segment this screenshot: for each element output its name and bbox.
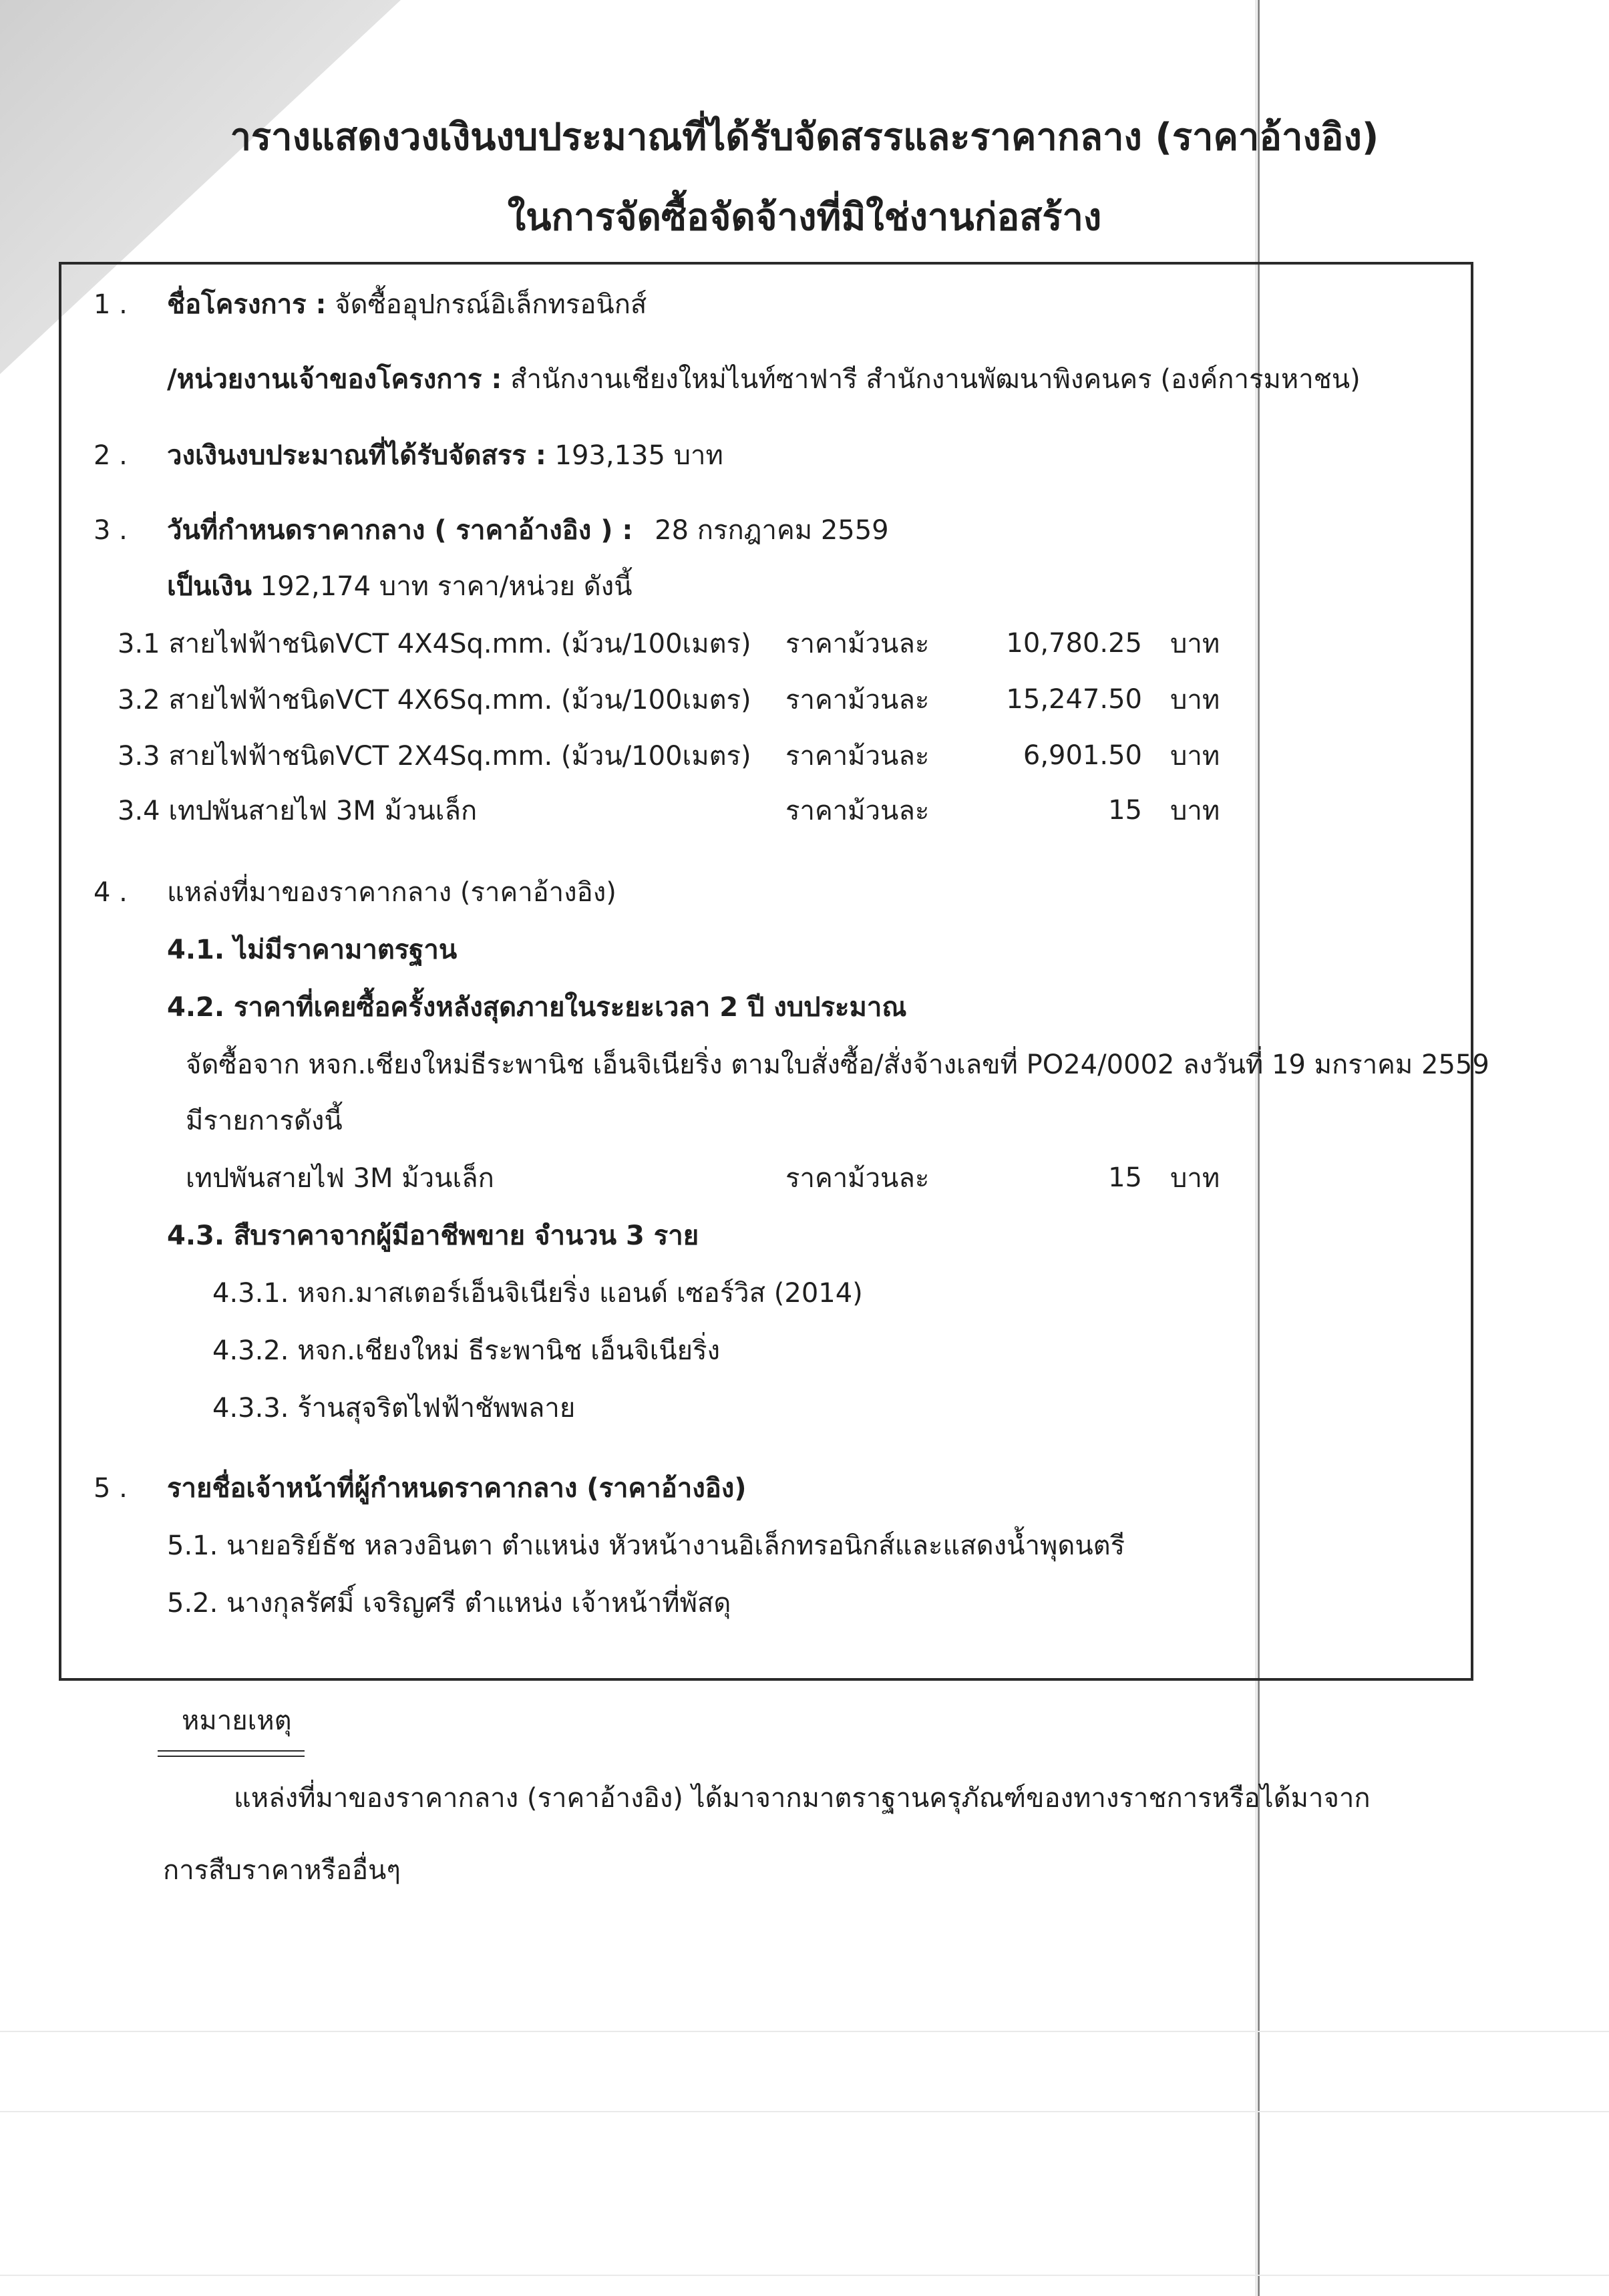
price-item-unit: บาท bbox=[1170, 685, 1220, 715]
section-2-number: 2 . bbox=[94, 440, 128, 471]
price-item-label: ราคาม้วนละ bbox=[785, 796, 930, 826]
amount-label: เป็นเงิน bbox=[167, 571, 252, 602]
vendor-item: 4.3.1. หจก.มาสเตอร์เอ็นจิเนียริ่ง แอนด์ เซอร์วิส (2014) bbox=[212, 1278, 863, 1309]
owner-unit-value: สำนักงานเชียงใหม่ไนท์ซาฟารี สำนักงานพัฒนาพิงคนคร (องค์การมหาชน) bbox=[510, 364, 1361, 395]
note-title-underline bbox=[158, 1756, 305, 1757]
section-1-unit-line bbox=[167, 363, 1361, 395]
section-4-heading: แหล่งที่มาของราคากลาง (ราคาอ้างอิง) bbox=[167, 877, 616, 908]
section-1-number: 1 . bbox=[94, 289, 128, 320]
price-item-label: ราคาม้วนละ bbox=[785, 685, 930, 715]
note-title: หมายเหตุ bbox=[182, 1705, 292, 1736]
section-3-line bbox=[167, 514, 889, 546]
section-4-2-detail-2: มีรายการดังนี้ bbox=[186, 1106, 343, 1136]
section-2-line bbox=[167, 440, 723, 472]
vendor-item: 4.3.2. หจก.เชียงใหม่ ธีระพานิช เอ็นจิเนียริ่ง bbox=[212, 1335, 721, 1366]
price-item-unit: บาท bbox=[1170, 796, 1220, 826]
section-4-2-item-label: ราคาม้วนละ bbox=[785, 1163, 930, 1194]
section-5-heading: รายชื่อเจ้าหน้าที่ผู้กำหนดราคากลาง (ราคาอ้างอิง) bbox=[167, 1473, 747, 1504]
section-5-number: 5 . bbox=[94, 1473, 128, 1504]
project-name-value: จัดซื้ออุปกรณ์อิเล็กทรอนิกส์ bbox=[335, 289, 647, 320]
price-item-unit: บาท bbox=[1170, 629, 1220, 659]
median-price-date: 28 กรกฎาคม 2559 bbox=[655, 515, 889, 546]
price-item-desc: 3.4 เทปพันสายไฟ 3M ม้วนเล็ก bbox=[118, 796, 478, 826]
section-4-2-item-unit: บาท bbox=[1170, 1163, 1220, 1194]
content-box bbox=[59, 262, 1473, 1681]
vendor-item: 4.3.3. ร้านสุจริตไฟฟ้าชัพพลาย bbox=[212, 1393, 576, 1424]
amount-value: 192,174 บาท ราคา/หน่วย ดังนี้ bbox=[260, 571, 633, 602]
price-item-value: 6,901.50 bbox=[1023, 740, 1142, 771]
section-4-2-item-desc: เทปพันสายไฟ 3M ม้วนเล็ก bbox=[186, 1163, 494, 1194]
price-item-value: 15 bbox=[1108, 795, 1142, 826]
document-subtitle: ในการจัดซื้อจัดจ้างที่มิใช่งานก่อสร้าง bbox=[507, 196, 1102, 239]
section-3-number: 3 . bbox=[94, 515, 128, 546]
project-name-label: ชื่อโครงการ : bbox=[167, 289, 327, 320]
section-4-number: 4 . bbox=[94, 877, 128, 908]
price-item-label: ราคาม้วนละ bbox=[785, 741, 930, 772]
owner-unit-label: /หน่วยงานเจ้าของโครงการ : bbox=[167, 364, 502, 395]
price-item-desc: 3.2 สายไฟฟ้าชนิดVCT 4X6Sq.mm. (ม้วน/100เมตร) bbox=[118, 685, 751, 715]
scan-artifact-line bbox=[0, 2111, 1609, 2112]
scan-artifact-line bbox=[0, 2275, 1609, 2276]
section-3-amount-line bbox=[167, 570, 633, 603]
budget-value: 193,135 บาท bbox=[554, 440, 723, 471]
price-item-desc: 3.1 สายไฟฟ้าชนิดVCT 4X4Sq.mm. (ม้วน/100เมตร) bbox=[118, 629, 751, 659]
price-item-unit: บาท bbox=[1170, 741, 1220, 772]
price-item-value: 10,780.25 bbox=[1006, 628, 1142, 659]
document-title: ารางแสดงวงเงินงบประมาณที่ได้รับจัดสรรและราคากลาง (ราคาอ้างอิง) bbox=[230, 116, 1379, 159]
price-item-label: ราคาม้วนละ bbox=[785, 629, 930, 659]
section-4-2-detail: จัดซื้อจาก หจก.เชียงใหม่ธีระพานิช เอ็นจิเนียริ่ง ตามใบสั่งซื้อ/สั่งจ้างเลขที่ PO24/0002 ลงวันที่ 19 มกราคม 2559 bbox=[186, 1049, 1489, 1080]
note-title-underline bbox=[158, 1750, 305, 1752]
section-4-1: 4.1. ไม่มีราคามาตรฐาน bbox=[167, 935, 458, 965]
section-4-2: 4.2. ราคาที่เคยซื้อครั้งหลังสุดภายในระยะเวลา 2 ปี งบประมาณ bbox=[167, 992, 907, 1023]
note-line-1: แหล่งที่มาของราคากลาง (ราคาอ้างอิง) ได้มาจากมาตราฐานครุภัณฑ์ของทางราชการหรือได้มาจาก bbox=[234, 1783, 1371, 1814]
budget-label: วงเงินงบประมาณที่ได้รับจัดสรร : bbox=[167, 440, 546, 471]
median-price-date-label: วันที่กำหนดราคากลาง ( ราคาอ้างอิง ) : bbox=[167, 515, 633, 546]
note-line-2: การสืบราคาหรืออื่นๆ bbox=[163, 1855, 401, 1886]
section-1-line bbox=[167, 289, 647, 321]
official-item: 5.2. นางกุลรัศมิ์ เจริญศรี ตำแหน่ง เจ้าหน้าที่พัสดุ bbox=[167, 1588, 731, 1619]
section-4-2-item-price: 15 bbox=[1108, 1162, 1142, 1193]
price-item-value: 15,247.50 bbox=[1006, 684, 1142, 715]
section-4-3: 4.3. สืบราคาจากผู้มีอาชีพขาย จำนวน 3 ราย bbox=[167, 1220, 699, 1251]
price-item-desc: 3.3 สายไฟฟ้าชนิดVCT 2X4Sq.mm. (ม้วน/100เมตร) bbox=[118, 741, 751, 772]
official-item: 5.1. นายอริย์ธัช หลวงอินตา ตำแหน่ง หัวหน้างานอิเล็กทรอนิกส์และแสดงน้ำพุดนตรี bbox=[167, 1530, 1125, 1561]
scan-artifact-line bbox=[0, 2031, 1609, 2032]
